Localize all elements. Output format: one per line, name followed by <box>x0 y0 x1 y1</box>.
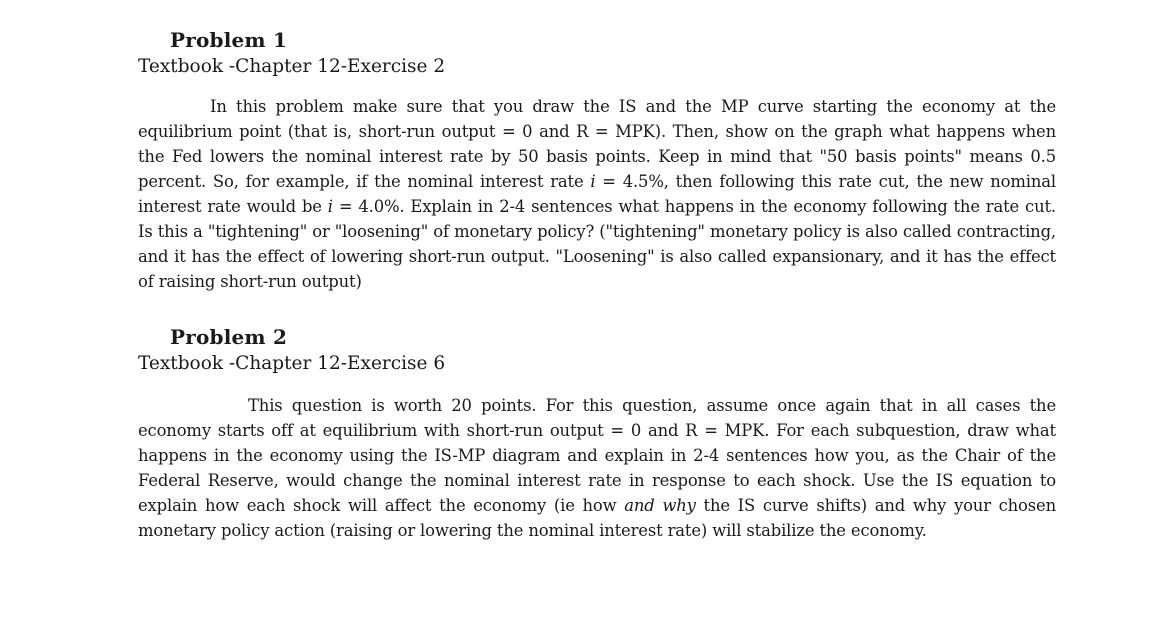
problem-2-subtitle: Textbook -Chapter 12-Exercise 6 <box>138 353 446 374</box>
problem-2-title: Problem 2 <box>170 325 288 349</box>
problem-1-body-part-3: = 4.0%. Explain in 2-4 sentences what happens in the economy following the rate cut. Is this a "tightening" or "loosening" of monetary policy? ("tightening" monetary policy is also called contracting, and it has the effect of lowering short-run output. "Loosening" is also called expansionary, and it has the effect of raising short-run output) <box>138 197 1056 291</box>
emphasis-and-why: and why <box>624 496 696 515</box>
problem-1-body-part-2: = 4.5%, then following this rate cut, the new nominal interest rate would be <box>138 172 1056 216</box>
problem-1-body-part-1: In this problem make sure that you draw the IS and the MP curve starting the economy at the equilibrium point (that is, short-run output = 0 and R = MPK). Then, show on the graph what happens when the Fed lowers the nominal interest rate by 50 basis points. Keep in mind that "50 basis points" means 0.5 percent. So, for example, if the nominal interest rate <box>138 97 1056 191</box>
problem-1-body <box>138 94 1056 294</box>
problem-1-section <box>138 26 1056 294</box>
variable-i: i <box>590 172 596 191</box>
variable-i: i <box>327 197 333 216</box>
problem-2-section <box>138 323 1056 543</box>
problem-2-body <box>138 393 1056 543</box>
problem-2-body-part-1: This question is worth 20 points. For this question, assume once again that in all cases the economy starts off at equilibrium with short-run output = 0 and R = MPK. For each subquestion, draw what happens in the economy using the IS-MP diagram and explain in 2-4 sentences how you, as the Chair of the Federal Reserve, would change the nominal interest rate in response to each shock. Use the IS equation to explain how each shock will affect the economy (ie how <box>138 396 1056 515</box>
problem-1-subtitle: Textbook -Chapter 12-Exercise 2 <box>138 56 446 77</box>
problem-2-body-part-2: the IS curve shifts) and why your chosen monetary policy action (raising or lowering the nominal interest rate) will stabilize the economy. <box>138 496 1056 540</box>
problem-1-title: Problem 1 <box>170 28 288 52</box>
